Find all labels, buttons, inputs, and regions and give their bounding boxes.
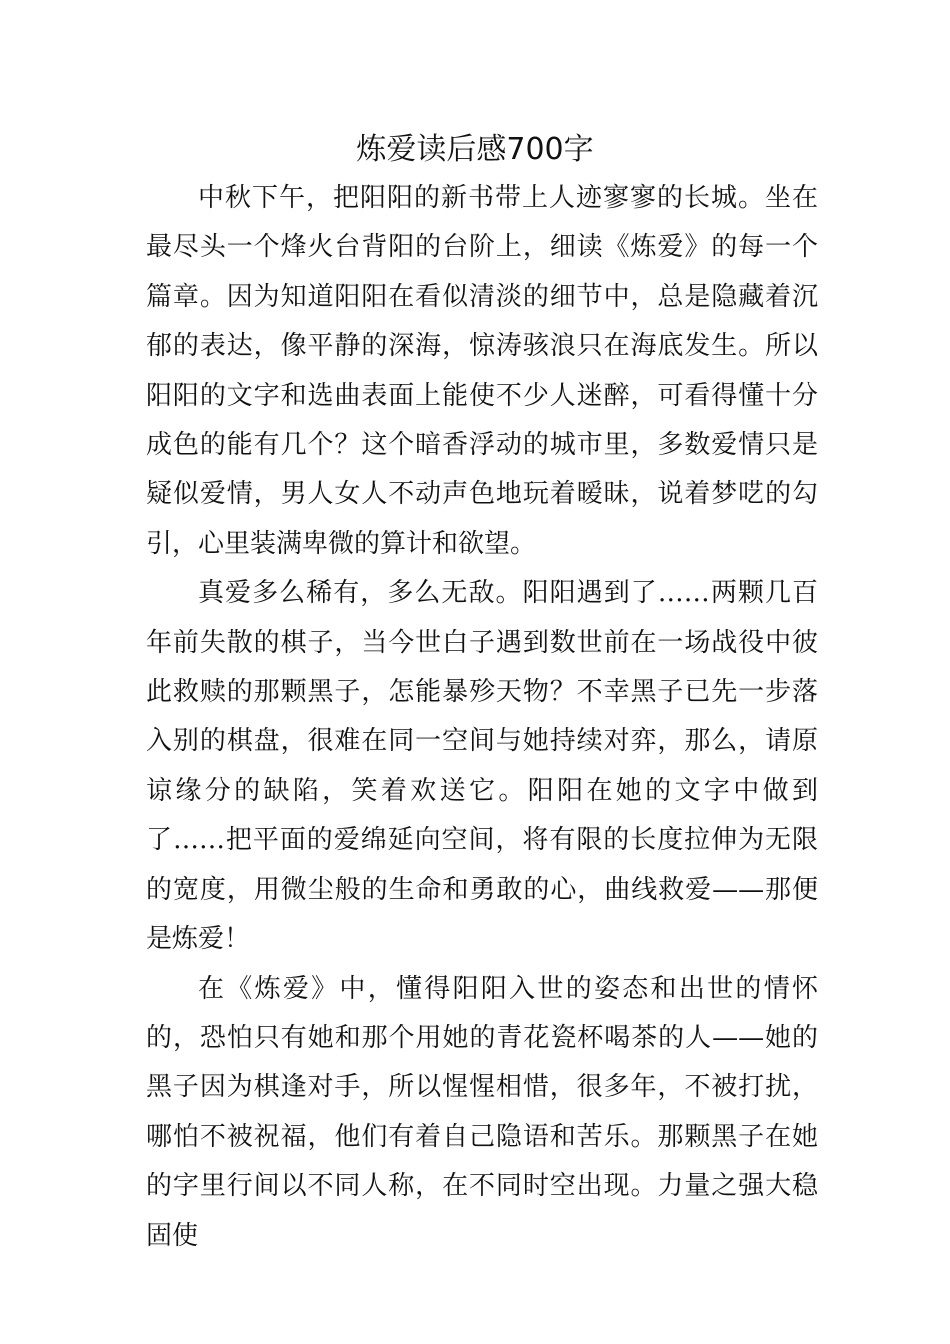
paragraph-3: 在《炼爱》中，懂得阳阳入世的姿态和出世的情怀的，恐怕只有她和那个用她的青花瓷杯喝茶的人——她的黑子因为棋逢对手，所以惺惺相惜，很多年，不被打扰，哪怕不被祝福，他们有着自己隐语和苦乐。那颗黑子在她的字里行间以不同人称，在不同时空出现。力量之强大稳固使 (146, 973, 818, 1251)
paragraph-1: 中秋下午，把阳阳的新书带上人迹寥寥的长城。坐在最尽头一个烽火台背阳的台阶上，细读《炼爱》的每一个篇章。因为知道阳阳在看似清淡的细节中，总是隐藏着沉郁的表达，像平静的深海，惊涛骇浪只在海底发生。所以阳阳的文字和选曲表面上能使不少人迷醉，可看得懂十分成色的能有几个？这个暗香浮动的城市里，多数爱情只是疑似爱情，男人女人不动声色地玩着暧昧，说着梦呓的勾引，心里装满卑微的算计和欲望。 (146, 183, 818, 559)
document-title: 炼爱读后感700字 (356, 132, 594, 167)
paragraph-2: 真爱多么稀有，多么无敌。阳阳遇到了……两颗几百年前失散的棋子，当今世白子遇到数世前在一场战役中彼此救赎的那颗黑子，怎能暴殄天物？不幸黑子已先一步落入别的棋盘，很难在同一空间与她持续对弈，那么，请原谅缘分的缺陷，笑着欢送它。阳阳在她的文字中做到了……把平面的爱绵延向空间，将有限的长度拉伸为无限的宽度，用微尘般的生命和勇敢的心，曲线救爱——那便是炼爱！ (146, 578, 818, 955)
document-body (146, 174, 818, 1261)
